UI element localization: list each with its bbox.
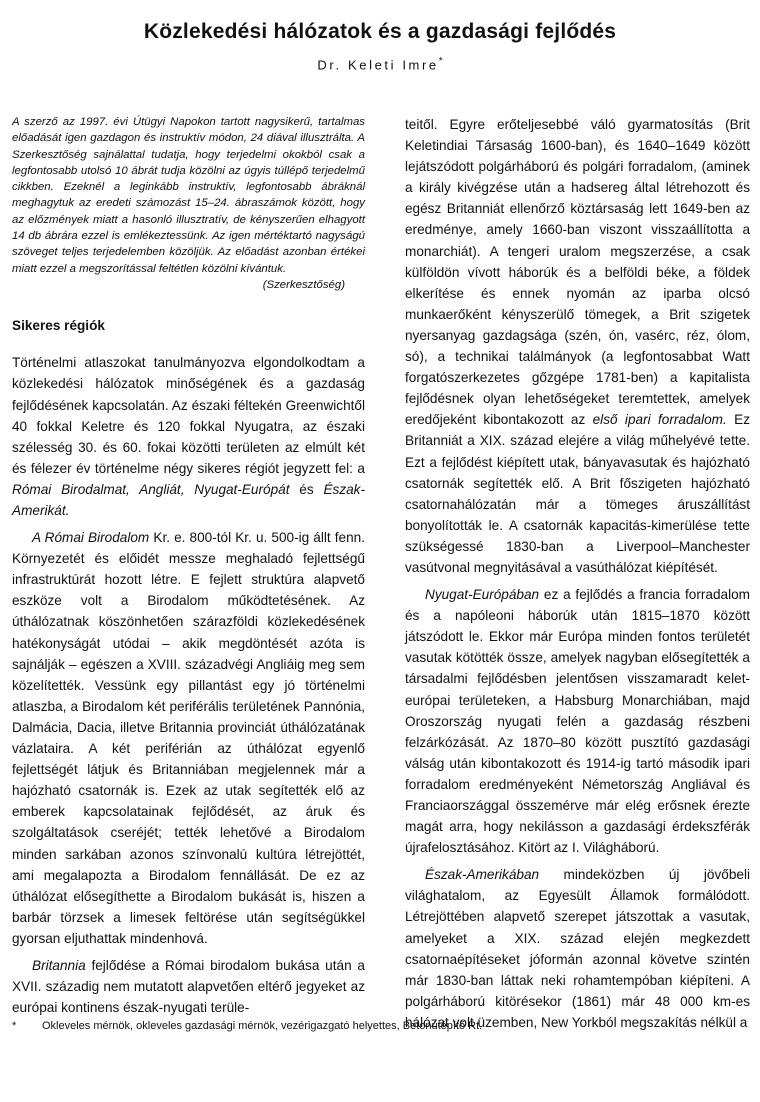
editor-note: A szerző az 1997. évi Útügyi Napokon tartott nagysikerű, tartalmas előadását igen gazdagon és instruktív módon, 24 diával illusztrálta. A Szerkesztőség sajnálattal tudatja, hogy terjedelmi okokból csak a legfontosabb utolsó 10 ábrát tudja közölni az úgyis túllépő terjedelmű cikkben. Ezeknél a leginkább instruktív, legfontosabb ábráknál meghagytuk az eredeti számozást 15–24. ábraszámok között, hogy az előzmények miatt a hasonló illusztratív, de kényszerűen elhagyott 14 db ábrára ezzel is emlékeztessünk. Az igen mértéktartó nagyságú szöveget teljes terjedelemben közöljük. Az előadást azonban értékei miatt ezzel a megszorítással feltétlen közölni kívántuk. bbox=[12, 116, 365, 275]
section-heading: Sikeres régiók bbox=[12, 318, 105, 334]
paragraph-intro bbox=[12, 352, 365, 521]
paragraph-north-america bbox=[405, 864, 750, 1033]
paragraph-roman-empire bbox=[12, 527, 365, 949]
paragraph-text: fejlődése a Római birodalom bukása után a XVII. századig nem mutatott alapvetően eltérő jegyeket az európai kontinens észak-nyugati terüle- bbox=[12, 957, 365, 1016]
italic-western-europe: Nyugat-Európában bbox=[425, 587, 540, 603]
paragraph-text: Ez Britanniát a XIX. század elejére a világ műhelyévé tette. Ezt a fejlődést kiépített utak, bányavasutak és hajózható csatornák segítették elő. A Brit főszigeten hajózható csatornahálózatán már a tömeges áruszállítást bonyolították le. A csatornák kapacitás-kimerülése tette szükségessé 1830-ban a Liverpool–Manchester vasútvonal megnyitásával a vasúthálózat kiépítését. bbox=[405, 412, 750, 575]
author-name: Dr. Keleti Imre bbox=[317, 57, 439, 73]
italic-first-industrial-revolution: első ipari forradalom. bbox=[592, 412, 727, 428]
italic-britannia: Britannia bbox=[32, 957, 86, 973]
right-column bbox=[405, 114, 750, 1033]
paragraph-text: Történelmi atlaszokat tanulmányozva elgondolkodtam a közlekedési hálózatok minőségének és a gazdaság fejlődésének kapcsolatán. Az északi féltekén Greenwichtől 40 fokkal Keletre és 120 fokkal Nyugatra, az északi szélesség 30. és 60. fokai közötti területen az elmúlt két és félezer év történelme négy sikeres régiót jegyzett fel: a bbox=[12, 355, 365, 476]
article-title: Közlekedési hálózatok és a gazdasági fejlődés bbox=[143, 20, 617, 43]
paragraph-western-europe bbox=[405, 584, 750, 858]
paragraph-text: teitől. Egyre erőteljesebbé váló gyarmatosítás (Brit Keletindiai Társaság 1600-ban), és 1640–1649 között lejátszódott polgárháború és polgári forradalom, (aminek a király kivégzése után a hadsereg által létrehozott és egész Britanniát ellenőrző köztársaság lett 1649-ben az eredménye, amely 1660-ban viszont visszaállította a monarchiát). A tengeri uralom megszerzése, a csak külföldön vívott háborúk és a belföldi béke, a földek elkerítése és ennek nyomán az iparba olcsó munkaerőként kényszerülő tömegek, a Brit szigetek nyersanyag gazdagsága (szén, ón, vasérc, réz, ólom, só), a technikai találmányok (a legfontosabbat Watt forgatószerkezetes gőzgépe 1781-ben) a kapitalista fejlődésnek olyan lehetőségeket teremtettek, amelyek eredőjeként kibontakozott az bbox=[405, 117, 750, 428]
paragraph-text: Kr. e. 800-tól Kr. u. 500-ig állt fenn. Környezetét és előidét messze meghaladó fejlettségű infrastruktúrát hozott létre. E fejlett struktúra alapvető eszköze volt a Birodalom működtetésének. Az úthálózatnak köszönhetően szárazföldi közlekedésének hatékonyságát utódai – akik megdöntését azóta is sajnálják – egészen a XVIII. századvégi Angliáig meg sem közelítették. Vessünk egy pillantást egy jó történelmi atlaszba, a Birodalom két periférális területének Pannónia, Dalmácia, Dacia, illetve Britannia provinciát úthálózatának vázlataira. A két periférián az úthálózat egyenlő fejlettségét látjuk és Britanniában megjelennek már a hajózható csatornák is. Ezek az utak segítették elő az emberek kapcsolatainak fejlődését, az áruk és szolgáltatások cseréjét; tették lehetővé a Birodalom minden sarkában azonos színvonalú kultúra létrejöttét, ami megalapozta a Birodalom fennállását. De ez az úthálózat elősegíthette a Birodalom bukását is, hiszen a barbár törzsek a limesek feltörése után segítségükkel gyorsan eljuthattak mindenhová. bbox=[12, 530, 365, 946]
article-author bbox=[0, 56, 760, 72]
italic-north-america: Észak-Amerikában bbox=[425, 867, 540, 883]
editor-signature: (Szerkesztőség) bbox=[262, 278, 345, 291]
paragraph-britannia-continued bbox=[405, 114, 750, 578]
paragraph-britannia bbox=[12, 955, 365, 1018]
left-column bbox=[12, 114, 365, 1018]
italic-region-north-america: Észak-Amerikát. bbox=[12, 481, 365, 519]
footnote-mark: * bbox=[12, 1020, 17, 1032]
paragraph-text: ez a fejlődés a francia forradalom és a napóleoni háborúk után 1815–1870 között játszódott le. Ekkor már Európa minden fontos területét vasutak kötötték össze, amelyek nagyban elősegítették a társadalmi fejlődésben jelentősen visszamaradt kelet-európai területeken, a Habsburg Monarchiában, majd Oroszország nyugati felén a gazdaság részbeni felzárkózását. Az 1870–80 között pusztító gazdasági válság után kibontakozott és 1914-ig tartó második ipari forradalom eredményeként Németország Angliával és Franciaországgal összemérve már elég erősnek érezte magát arra, hogy nekilásson a gazdasági érdekszférák újrafelosztásához. Kitört az I. Világháború. bbox=[405, 587, 750, 856]
paragraph-text: mindeközben új jövőbeli világhatalom, az Egyesült Államok formálódott. Létrejöttében alapvető szerepet játszottak a vasutak, amelyeket a XIX. század elején megkezdett csatornaépítéseket jóformán azonnal követve szintén már 1830-ban láttak neki rohamtempóban kiépíteni. A polgárháború kitörésekor (1861) már 48 000 km-es hálózat volt üzemben, New Yorkból megszakítás nélkül a bbox=[405, 867, 750, 1030]
italic-roman-empire: A Római Birodalom bbox=[32, 530, 150, 546]
paragraph-text: és bbox=[289, 481, 324, 497]
italic-regions: Római Birodalmat, Angliát, Nyugat-Európát bbox=[12, 481, 290, 497]
footnote-text: Okleveles mérnök, okleveles gazdasági mérnök, vezérigazgató helyettes, Betonútépítő Rt. bbox=[42, 1020, 483, 1032]
footnote bbox=[12, 1019, 752, 1033]
author-footnote-mark: * bbox=[438, 56, 443, 67]
